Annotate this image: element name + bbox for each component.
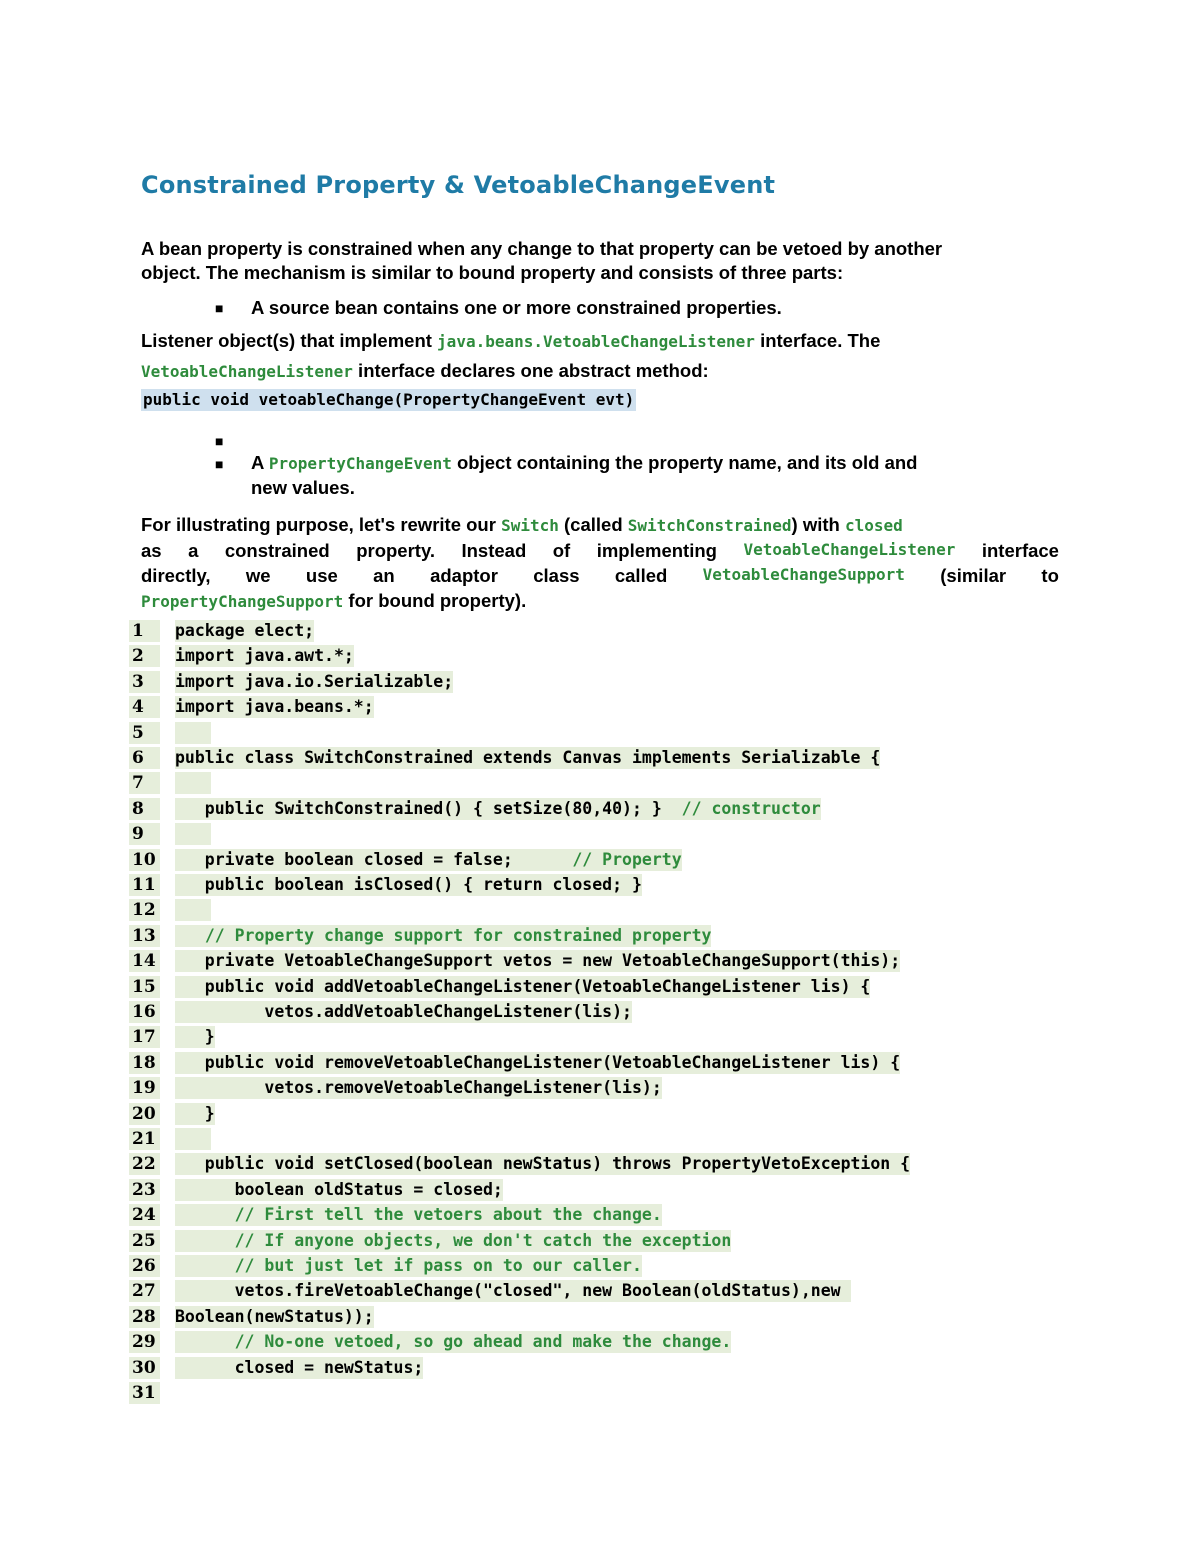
bullet-marker-empty: ■ <box>215 433 224 449</box>
vetoable-change-support-code: VetoableChangeSupport <box>702 565 905 584</box>
line-number: 10 <box>129 849 160 871</box>
listener-interface-code: java.beans.VetoableChangeListener <box>437 332 755 351</box>
illus-word: of <box>552 540 571 561</box>
illus-word: to <box>1041 565 1059 586</box>
line-number: 27 <box>129 1280 160 1302</box>
illus-word: constrained <box>224 540 330 561</box>
line-number: 24 <box>129 1204 160 1226</box>
line-number: 9 <box>129 823 160 845</box>
illus-word: as <box>141 540 162 561</box>
code-line <box>175 722 211 744</box>
illustration-line-4 <box>141 590 526 612</box>
code-line <box>175 747 880 769</box>
illus-text-a: For illustrating purpose, let's rewrite our <box>141 514 502 535</box>
intro-line-1: A bean property is constrained when any change to that property can be vetoed by another <box>141 238 943 259</box>
code-line <box>175 1280 851 1302</box>
line-number: 12 <box>129 899 160 921</box>
line-number: 19 <box>129 1077 160 1099</box>
code-line <box>175 772 211 794</box>
illus-word: implementing <box>596 540 717 561</box>
line-number: 15 <box>129 976 160 998</box>
line-number: 30 <box>129 1357 160 1379</box>
illus-word: Instead <box>461 540 527 561</box>
code-line <box>175 1357 423 1379</box>
code-text: import java.awt.*; <box>175 646 354 665</box>
illus-word: class <box>533 565 580 586</box>
property-change-support-code: PropertyChangeSupport <box>141 592 344 611</box>
code-text <box>175 926 205 945</box>
page-title: Constrained Property & VetoableChangeEvent <box>141 171 776 199</box>
property-change-event-code: PropertyChangeEvent <box>268 454 452 473</box>
method-signature: public void vetoableChange(PropertyChangeEvent evt) <box>143 390 635 409</box>
code-text: import java.io.Serializable; <box>175 672 454 691</box>
line-number: 26 <box>129 1255 160 1277</box>
illustration-line-3 <box>141 565 1059 587</box>
line-number: 16 <box>129 1001 160 1023</box>
line-number: 1 <box>129 620 160 642</box>
illus-word: an <box>373 565 395 586</box>
code-text: package elect; <box>175 621 315 640</box>
code-text: import java.beans.*; <box>175 697 374 716</box>
line-number: 21 <box>129 1128 160 1150</box>
line-number: 25 <box>129 1230 160 1252</box>
line-number: 11 <box>129 874 160 896</box>
line-number: 23 <box>129 1179 160 1201</box>
listener-text-post: interface. The <box>754 330 881 351</box>
code-comment: // If anyone objects, we don't catch the exception <box>234 1231 732 1250</box>
bullet-event-post: object containing the property name, and its old and <box>451 452 918 473</box>
line-number: 29 <box>129 1331 160 1353</box>
line-number: 13 <box>129 925 160 947</box>
code-text <box>175 1256 235 1275</box>
code-line <box>175 899 211 921</box>
code-comment: // constructor <box>681 799 821 818</box>
code-line <box>175 1255 642 1277</box>
code-text: private VetoableChangeSupport vetos = new VetoableChangeSupport(this); <box>175 951 901 970</box>
code-text: } <box>175 1027 215 1046</box>
illus-word: directly, <box>141 565 211 586</box>
code-comment: // Property change support for constrained property <box>204 926 712 945</box>
code-text <box>175 1332 235 1351</box>
code-line <box>175 620 314 642</box>
code-text: vetos.removeVetoableChangeListener(lis); <box>175 1078 662 1097</box>
illus-word: use <box>305 565 338 586</box>
switch-constrained-code: SwitchConstrained <box>627 516 792 535</box>
bullet-event-line-1 <box>251 450 918 476</box>
code-line <box>175 645 354 667</box>
code-line <box>175 1331 731 1353</box>
code-text: public void removeVetoableChangeListener(VetoableChangeListener lis) { <box>175 1053 901 1072</box>
code-text: boolean oldStatus = closed; <box>175 1180 503 1199</box>
code-line <box>175 1179 503 1201</box>
code-line <box>175 671 453 693</box>
illus-word: we <box>245 565 271 586</box>
code-line <box>175 823 211 845</box>
illus-text-c: ) with <box>791 514 845 535</box>
code-text: public boolean isClosed() { return closed; } <box>175 875 642 894</box>
code-line <box>175 1052 900 1074</box>
code-line <box>175 874 642 896</box>
line-number: 6 <box>129 747 160 769</box>
line-number: 7 <box>129 772 160 794</box>
code-line <box>175 1306 374 1328</box>
code-line <box>175 976 870 998</box>
code-text: closed = newStatus; <box>175 1358 424 1377</box>
code-comment: // First tell the vetoers about the change. <box>234 1205 662 1224</box>
code-line <box>175 849 682 871</box>
code-line <box>175 1153 910 1175</box>
line-number: 20 <box>129 1103 160 1125</box>
code-line <box>175 1077 662 1099</box>
code-text: vetos.fireVetoableChange("closed", new Boolean(oldStatus),new <box>175 1281 851 1300</box>
bullet-event-pre: A <box>251 452 269 473</box>
bullet-source-bean: A source bean contains one or more constrained properties. <box>251 297 782 318</box>
code-comment: // No-one vetoed, so go ahead and make the change. <box>234 1332 732 1351</box>
bullet-event-line-2: new values. <box>251 477 355 498</box>
code-text: Boolean(newStatus)); <box>175 1307 374 1326</box>
line-number: 3 <box>129 671 160 693</box>
illus-word: (similar <box>940 565 1007 586</box>
illus-word: property. <box>356 540 435 561</box>
code-text: private boolean closed = false; <box>175 850 573 869</box>
illus-word: adaptor <box>430 565 498 586</box>
listener-interface-code-2: VetoableChangeListener <box>141 362 353 381</box>
code-line <box>175 1026 215 1048</box>
line-number: 2 <box>129 645 160 667</box>
line-number: 22 <box>129 1153 160 1175</box>
code-line <box>175 1103 215 1125</box>
line-number: 14 <box>129 950 160 972</box>
line-number: 4 <box>129 696 160 718</box>
listener-paragraph-line-2 <box>141 360 709 382</box>
illus-text-end: for bound property). <box>343 590 527 611</box>
code-text: public void setClosed(boolean newStatus) throws PropertyVetoException { <box>175 1154 911 1173</box>
code-text <box>175 1231 235 1250</box>
illustration-line-2 <box>141 540 1059 562</box>
code-text: } <box>175 1104 215 1123</box>
illus-word: a <box>188 540 199 561</box>
vetoable-change-listener-code: VetoableChangeListener <box>743 540 956 559</box>
code-text: public class SwitchConstrained extends Canvas implements Serializable { <box>175 748 881 767</box>
intro-line-2: object. The mechanism is similar to bound property and consists of three parts: <box>141 262 844 283</box>
listener-text-pre: Listener object(s) that implement <box>141 330 438 351</box>
code-line <box>175 950 900 972</box>
illus-text-b: (called <box>558 514 628 535</box>
code-line <box>175 1128 211 1150</box>
code-comment: // Property <box>572 850 682 869</box>
listener-paragraph-line-1 <box>141 330 880 352</box>
code-line <box>175 925 711 947</box>
code-comment: // but just let if pass on to our caller. <box>234 1256 642 1275</box>
line-number: 28 <box>129 1306 160 1328</box>
code-text <box>175 1205 235 1224</box>
code-text: public void addVetoableChangeListener(VetoableChangeListener lis) { <box>175 977 871 996</box>
listener-text-post-2: interface declares one abstract method: <box>352 360 709 381</box>
bullet-marker: ■ <box>215 300 224 316</box>
line-number: 18 <box>129 1052 160 1074</box>
code-text: public SwitchConstrained() { setSize(80,40); } <box>175 799 682 818</box>
illus-word: interface <box>981 540 1059 561</box>
code-line <box>175 1230 731 1252</box>
switch-code: Switch <box>501 516 559 535</box>
code-text: vetos.addVetoableChangeListener(lis); <box>175 1002 632 1021</box>
illustration-line-1 <box>141 514 903 536</box>
closed-code: closed <box>844 516 903 535</box>
code-line <box>175 798 821 820</box>
bullet-marker-event: ■ <box>215 456 224 472</box>
code-line <box>175 1001 632 1023</box>
illus-word: called <box>614 565 668 586</box>
line-number: 5 <box>129 722 160 744</box>
line-number: 8 <box>129 798 160 820</box>
code-line <box>175 696 374 718</box>
code-line <box>175 1204 662 1226</box>
line-number: 17 <box>129 1026 160 1048</box>
line-number: 31 <box>129 1382 160 1404</box>
